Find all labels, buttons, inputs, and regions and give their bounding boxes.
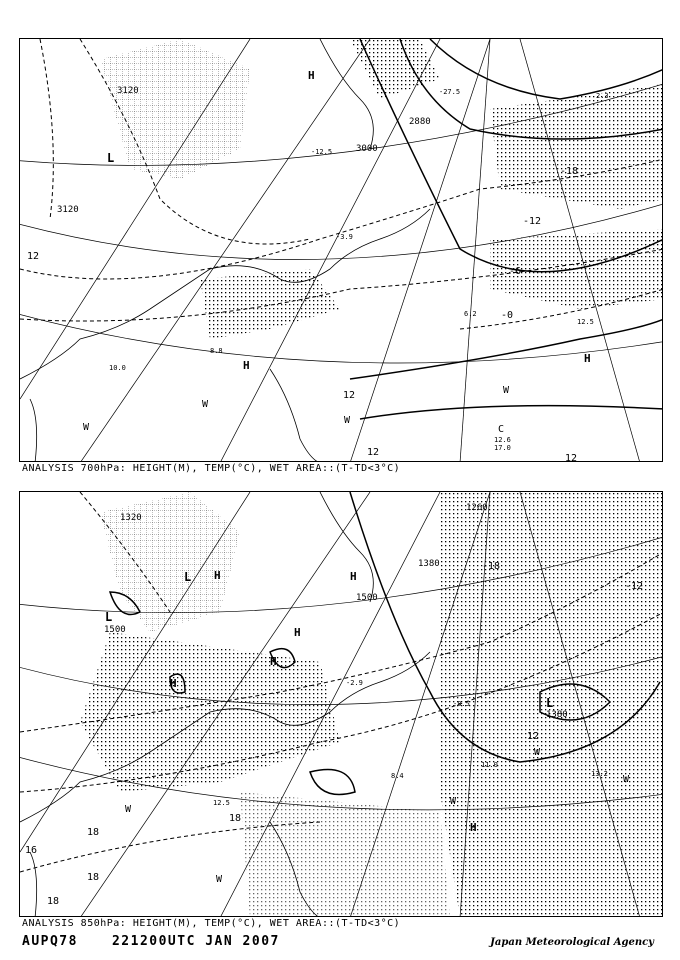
map-700hpa-drawing	[20, 39, 663, 462]
map-700-label: 12.5	[577, 318, 594, 326]
map-700-label: 12.6	[494, 436, 511, 444]
map-850-label: 1500	[104, 625, 126, 635]
wet-area-shading	[100, 39, 663, 339]
map-700-label: -0	[501, 310, 514, 321]
map-700-label: 8.8	[210, 347, 223, 355]
map-700-label: W	[83, 422, 90, 433]
map-850-label: W	[450, 796, 457, 807]
map-700-label: W	[202, 399, 209, 410]
agency-credit: Japan Meteorological Agency	[490, 937, 654, 948]
map-700-label: -6	[509, 266, 522, 277]
map-850-label: W	[534, 747, 541, 758]
map-850-label: 1260	[466, 503, 488, 513]
caption-850hpa: ANALYSIS 850hPa: HEIGHT(M), TEMP(°C), WET AREA::(T-TD<3°C)	[22, 918, 401, 929]
map-700-label: C	[498, 424, 505, 435]
map-850-label: -12	[625, 581, 644, 592]
product-line	[22, 934, 314, 949]
map-850-label: 18	[87, 827, 100, 838]
map-700-label: H	[308, 69, 315, 82]
map-700-label: H	[243, 359, 250, 372]
map-850-label: 1320	[120, 513, 142, 523]
map-700-label: 12	[565, 453, 578, 463]
map-850-label: 18	[229, 813, 242, 824]
map-700-label: -12	[523, 216, 542, 227]
map-700-label: 12	[343, 390, 356, 401]
map-700-label: 3120	[117, 86, 139, 96]
map-850-label: 18	[87, 872, 100, 883]
map-700-label: 12	[367, 447, 380, 458]
map-700-label: 6.2	[464, 310, 477, 318]
map-850hpa-drawing	[20, 492, 663, 917]
map-700-label: -12.5	[311, 148, 333, 156]
map-700-label: 2880	[409, 117, 431, 127]
caption-700hpa: ANALYSIS 700hPa: HEIGHT(M), TEMP(°C), WET AREA::(T-TD<3°C)	[22, 463, 401, 474]
map-850-label: H	[350, 570, 357, 583]
map-850-label: L	[105, 610, 113, 624]
map-700-label: 17.0	[494, 444, 511, 452]
map-700-label: -3.9	[336, 233, 353, 241]
map-850-label: H	[270, 655, 277, 668]
map-850-label: 13.2	[591, 770, 608, 778]
map-850-label: H	[470, 821, 477, 834]
map-700-label: L	[107, 151, 115, 165]
map-700-label: 3120	[57, 205, 79, 215]
map-850-label: 11.0	[481, 761, 498, 769]
map-850-label: 12	[527, 731, 540, 742]
map-850-label: 1500	[356, 593, 378, 603]
map-850-label: H	[294, 626, 301, 639]
map-700-label: -18	[560, 166, 579, 177]
map-700-label: H	[584, 352, 591, 365]
map-850-label: 1380	[418, 559, 440, 569]
map-850-label: H	[214, 569, 221, 582]
map-850-label: 18	[47, 896, 60, 907]
map-700-label: 12	[27, 251, 40, 262]
map-700-label: 10.0	[109, 364, 126, 372]
map-700-label: W	[344, 415, 351, 426]
map-panel-850hpa	[19, 491, 663, 917]
map-850-label: 8.4	[391, 772, 404, 780]
map-850-label: L	[184, 570, 192, 584]
map-panel-700hpa	[19, 38, 663, 462]
map-850-label: -18	[482, 561, 501, 572]
map-850-label: 12.5	[213, 799, 230, 807]
map-850-label: -8.5	[453, 700, 470, 708]
map-850-label: -2.9	[346, 679, 363, 687]
map-850-label: L	[546, 696, 554, 710]
map-850-label: W	[216, 874, 223, 885]
map-700-label: 3000	[356, 144, 378, 154]
map-850-label: H	[170, 677, 177, 690]
analysis-datetime: 221200UTC JAN 2007	[111, 934, 280, 949]
map-850-label: W	[623, 774, 630, 785]
map-850-label: 16	[25, 845, 38, 856]
product-code: AUPQ78	[22, 934, 78, 949]
map-700-label: W	[503, 385, 510, 396]
map-700-label: 2.3	[596, 92, 609, 100]
map-850-label: 1380	[546, 710, 568, 720]
map-850-label: W	[125, 804, 132, 815]
map-700-label: -27.5	[439, 88, 461, 96]
